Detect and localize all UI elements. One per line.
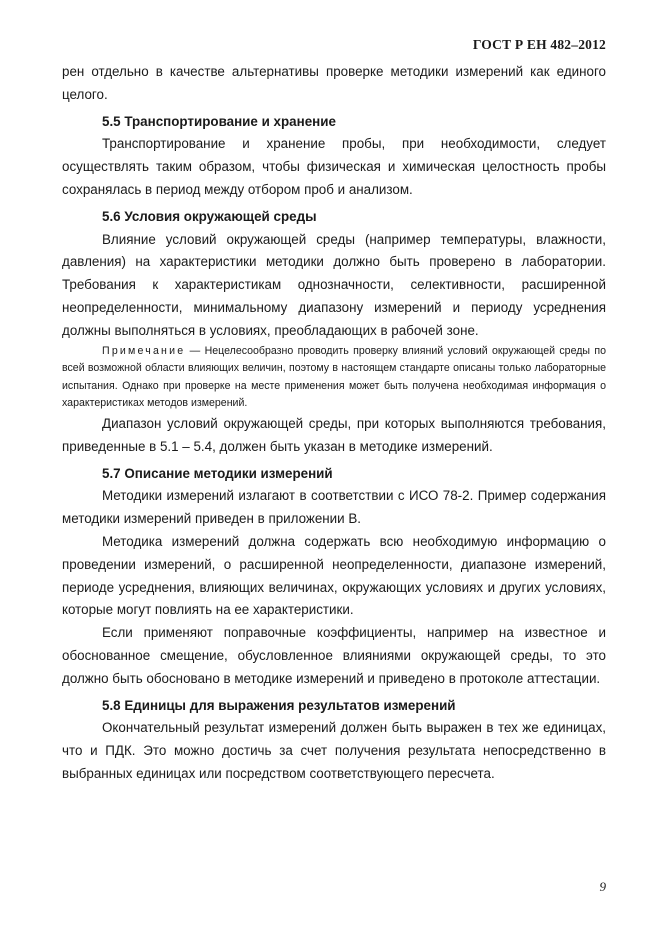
document-code-header: ГОСТ Р ЕН 482–2012 <box>472 37 606 52</box>
paragraph-5-5-1: Транспортирование и хранение пробы, при необходимости, следует осуществлять таким образом, чтобы физическая и химическая целостность пробы сохранялась в период между отбором проб и анализом. <box>62 136 606 197</box>
section-heading-5-5: 5.5 Транспортирование и хранение <box>102 113 336 129</box>
paragraph-5-6-1: Влияние условий окружающей среды (например температуры, влажности, давления) на характеристики методики должно быть проверено в лаборатории. Требования к характеристикам однозначности, селективности, расширенной неопределенности, минимальному диапазону измерений и периоду усреднения должны выполняться в условиях, преобладающих в рабочей зоне. <box>62 231 606 338</box>
page-number: 9 <box>599 879 606 894</box>
note-paragraph <box>62 343 606 413</box>
page-content <box>62 61 606 786</box>
note-dash: — <box>185 344 205 357</box>
paragraph-5-7-3: Если применяют поправочные коэффициенты, например на известное и обоснованное смещение, обусловленное влияниями окружающей среды, то это должно быть обосновано в методике измерений и приведено в протоколе аттестации. <box>62 625 606 686</box>
paragraph-5-6-2: Диапазон условий окружающей среды, при которых выполняются требования, приведенные в 5.1 – 5.4, должен быть указан в методике измерений. <box>62 415 606 454</box>
paragraph-5-7-2: Методика измерений должна содержать всю необходимую информацию о проведении измерений, о расширенной неопределенности, диапазоне измерений, периоде усреднения, влияющих величинах, окружающих условиях и других условиях, которые могут повлиять на ее характеристики. <box>62 533 606 618</box>
note-text: Нецелесообразно проводить проверку влияний условий окружающей среды по всей возможной области влияющих величин, поэтому в настоящем стандарте описаны только лабораторные испытания. Однако при проверке на месте применения может быть получена необходимая информация о характеристиках методов измерений. <box>62 344 606 410</box>
section-heading-5-8: 5.8 Единицы для выражения результатов измерений <box>102 697 456 713</box>
section-heading-5-6: 5.6 Условия окружающей среды <box>102 208 317 224</box>
note-label: Примечание <box>102 344 186 357</box>
paragraph-5-8-1: Окончательный результат измерений должен быть выражен в тех же единицах, что и ПДК. Это можно достичь за счет получения результата непосредственно в выбранных единицах или посредством соответствующего пересчета. <box>62 720 606 781</box>
paragraph-5-7-1: Методики измерений излагают в соответствии с ИСО 78-2. Пример содержания методики измерений приведен в приложении В. <box>62 488 606 527</box>
continuation-paragraph: рен отдельно в качестве альтернативы проверке методики измерений как единого целого. <box>62 64 606 102</box>
section-heading-5-7: 5.7 Описание методики измерений <box>102 465 333 481</box>
